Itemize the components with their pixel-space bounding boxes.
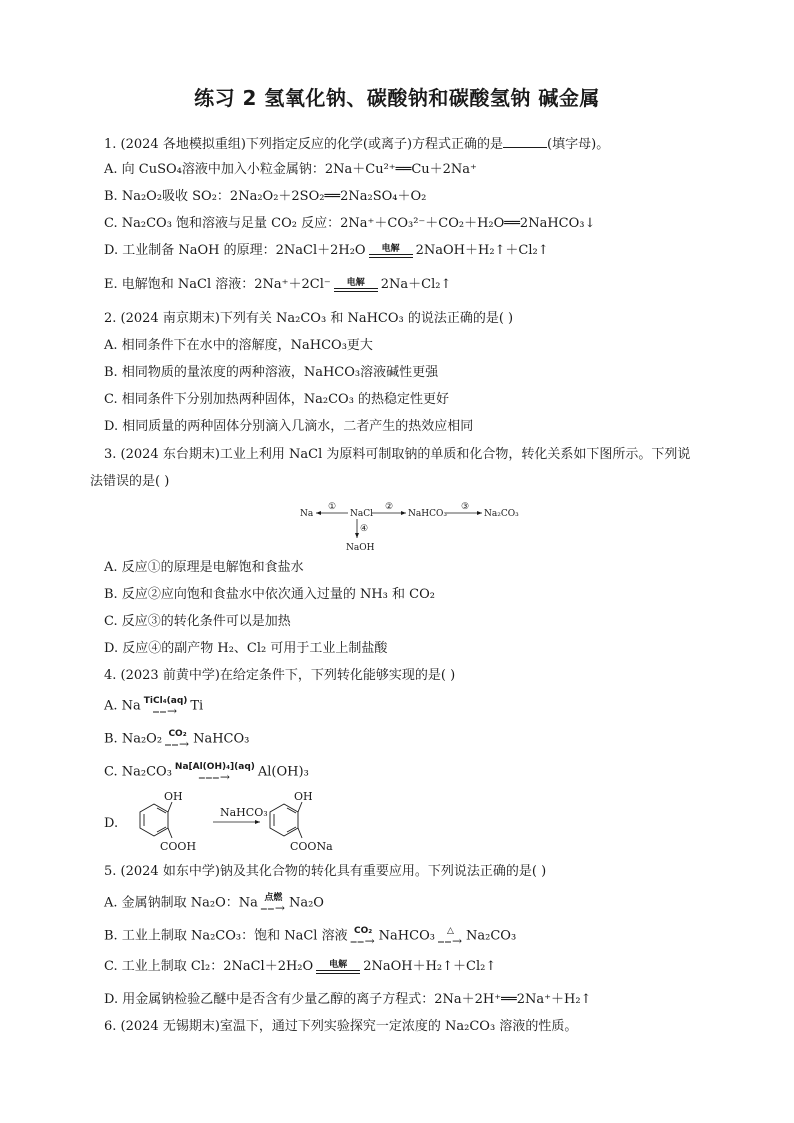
q3-option-c: C. 反应③的转化条件可以是加热 [104, 614, 291, 629]
sodium-salicylate-structure [270, 790, 333, 853]
question-3-stem-line1: 3. (2024 东台期末)工业上利用 NaCl 为原料可制取钠的单质和化合物，转化关系如下图所示。下列说 [104, 447, 691, 462]
question-3-stem-line2: 法错误的是( ) [90, 474, 170, 489]
question-4-stem: 4. (2023 前黄中学)在给定条件下，下列转化能够实现的是( ) [104, 668, 456, 683]
q4-option-a [104, 696, 203, 716]
question-2-stem: 2. (2024 南京期末)下列有关 Na₂CO₃ 和 NaHCO₃ 的说法正确的是( ) [104, 311, 514, 326]
q2-option-a: A. 相同条件下在水中的溶解度，NaHCO₃更大 [104, 338, 373, 353]
q2-option-d: D. 相同质量的两种固体分别滴入几滴水，二者产生的热效应相同 [104, 419, 474, 434]
electrolysis-condition [369, 244, 413, 258]
question-6-stem: 6. (2024 无锡期末)室温下，通过下列实验探究一定浓度的 Na₂CO₃ 溶液的性质。 [104, 1019, 578, 1034]
q3-option-a: A. 反应①的原理是电解饱和食盐水 [104, 560, 304, 575]
page-title: 练习 2 氢氧化钠、碳酸钠和碳酸氢钠 碱金属 [194, 86, 600, 110]
q1-option-d [104, 242, 549, 260]
label-4: ④ [360, 524, 369, 534]
q5-a-reactant: A. 金属钠制取 Na₂O：Na [104, 895, 258, 911]
arrowhead-1 [316, 511, 321, 515]
arrow-shaft: ⎯⎯→ [350, 934, 376, 948]
arrow-shaft: ⎯⎯→ [153, 704, 179, 718]
reagent-label: NaHCO₃ [220, 806, 268, 819]
q5-b-reactant: B. 工业上制取 Na₂CO₃：饱和 NaCl 溶液 [104, 928, 348, 944]
node-naoh: NaOH [346, 543, 375, 553]
q5-c-reactants: C. 工业上制取 Cl₂：2NaCl＋2H₂O [104, 959, 314, 974]
coona-group: COONa [290, 840, 333, 853]
q5-b-intermediate: NaHCO₃ [378, 928, 435, 944]
condition-label: TiCl₄(aq) [143, 696, 188, 706]
q4-b-reactant: B. Na₂O₂ [104, 731, 163, 747]
q1-option-e [104, 276, 451, 294]
q1-d-products: 2NaOH＋H₂↑＋Cl₂↑ [415, 243, 549, 258]
q5-option-c [104, 958, 496, 976]
q4-a-reactant: A. Na [104, 698, 141, 714]
condition-label: 电解 [346, 277, 365, 288]
q5-b-product: Na₂CO₃ [466, 928, 517, 944]
q5-option-b [104, 926, 516, 946]
q1-e-products: 2Na＋Cl₂↑ [380, 277, 452, 292]
equals-bar [369, 254, 413, 258]
q3-option-d: D. 反应④的副产物 H₂、Cl₂ 可用于工业上制盐酸 [104, 641, 388, 656]
label-3: ③ [461, 502, 470, 512]
q4-b-product: NaHCO₃ [193, 731, 250, 747]
q5-a-product: Na₂O [288, 895, 324, 911]
arrow-shaft: ⎯⎯→ [260, 901, 286, 915]
condition-label: CO₂ [168, 729, 187, 739]
equals-bar [316, 970, 360, 974]
q4-d-structure-diagram [118, 790, 418, 860]
q5-option-d: D. 用金属钠检验乙醚中是否含有少量乙醇的离子方程式：2Na＋2H⁺══2Na⁺＋H₂↑ [104, 992, 592, 1007]
equals-bar [334, 288, 378, 292]
q1-e-reactants: E. 电解饱和 NaCl 溶液：2Na⁺＋2Cl⁻ [104, 277, 331, 292]
reaction-arrow [261, 893, 286, 913]
arrow-shaft: ⎯⎯→ [437, 934, 464, 948]
q4-c-reactant: C. Na₂CO₃ [104, 764, 172, 780]
condition-label: 电解 [381, 243, 400, 254]
q4-option-d-label: D. [104, 816, 119, 831]
salicylic-acid-structure [140, 790, 196, 853]
answer-blank[interactable] [503, 134, 547, 148]
reaction-arrow [438, 926, 463, 946]
conversion-diagram [300, 500, 530, 560]
q2-option-b: B. 相同物质的量浓度的两种溶液，NaHCO₃溶液碱性更强 [104, 365, 439, 380]
q1-option-a: A. 向 CuSO₄溶液中加入小粒金属钠：2Na＋Cu²⁺══Cu＋2Na⁺ [104, 162, 477, 177]
arrowhead-2 [401, 511, 406, 515]
q5-c-products: 2NaOH＋H₂↑＋Cl₂↑ [363, 959, 497, 974]
coona-bond [298, 828, 302, 838]
question-1-text: 1. (2024 各地模拟重组)下列指定反应的化学(或离子)方程式正确的是 [104, 137, 504, 152]
electrolysis-condition [334, 278, 378, 292]
reaction-arrow [144, 696, 188, 716]
arrowhead [255, 820, 260, 824]
reaction-arrow [175, 762, 255, 782]
arrow-shaft: ⎯⎯→ [165, 737, 191, 751]
oh-bond [168, 802, 172, 812]
oh-group: OH [294, 790, 313, 803]
q1-option-b: B. Na₂O₂吸收 SO₂：2Na₂O₂＋2SO₂══2Na₂SO₄＋O₂ [104, 189, 427, 204]
q4-c-product: Al(OH)₃ [257, 764, 309, 780]
arrowhead-4 [355, 533, 359, 538]
q4-a-product: Ti [190, 698, 204, 714]
oh-bond [298, 802, 302, 812]
q5-option-a [104, 893, 324, 913]
node-nahco3: NaHCO₃ [408, 509, 447, 519]
q1-d-reactants: D. 工业制备 NaOH 的原理：2NaCl＋2H₂O [104, 243, 366, 258]
q4-option-b [104, 729, 249, 749]
question-1-stem [104, 134, 609, 154]
label-1: ① [328, 502, 337, 512]
q4-option-c [104, 762, 309, 782]
question-1-tail: (填字母)。 [547, 137, 610, 152]
electrolysis-condition [316, 960, 360, 974]
arrowhead-3 [477, 511, 482, 515]
reaction-arrow [165, 729, 190, 749]
label-2: ② [385, 502, 394, 512]
condition-label: Na[Al(OH)₄](aq) [174, 762, 255, 772]
condition-label: 电解 [329, 959, 348, 970]
condition-label: CO₂ [354, 926, 373, 936]
q1-option-c: C. Na₂CO₃ 饱和溶液与足量 CO₂ 反应：2Na⁺＋CO₃²⁻＋CO₂＋H₂O══2NaHCO₃↓ [104, 216, 596, 231]
question-5-stem: 5. (2024 如东中学)钠及其化合物的转化具有重要应用。下列说法正确的是( ) [104, 864, 547, 879]
condition-label: △ [447, 926, 454, 936]
q2-option-c: C. 相同条件下分别加热两种固体，Na₂CO₃ 的热稳定性更好 [104, 392, 450, 407]
condition-label: 点燃 [264, 893, 283, 903]
reaction-arrow [351, 926, 376, 946]
node-na2co3: Na₂CO₃ [484, 509, 519, 519]
q3-option-b: B. 反应②应向饱和食盐水中依次通入过量的 NH₃ 和 CO₂ [104, 587, 435, 602]
cooh-group: COOH [160, 840, 197, 853]
arrow-shaft: ⎯⎯⎯→ [198, 770, 231, 784]
oh-group: OH [164, 790, 183, 803]
node-na: Na [300, 509, 314, 519]
cooh-bond [168, 828, 172, 838]
node-nacl: NaCl [350, 509, 374, 519]
